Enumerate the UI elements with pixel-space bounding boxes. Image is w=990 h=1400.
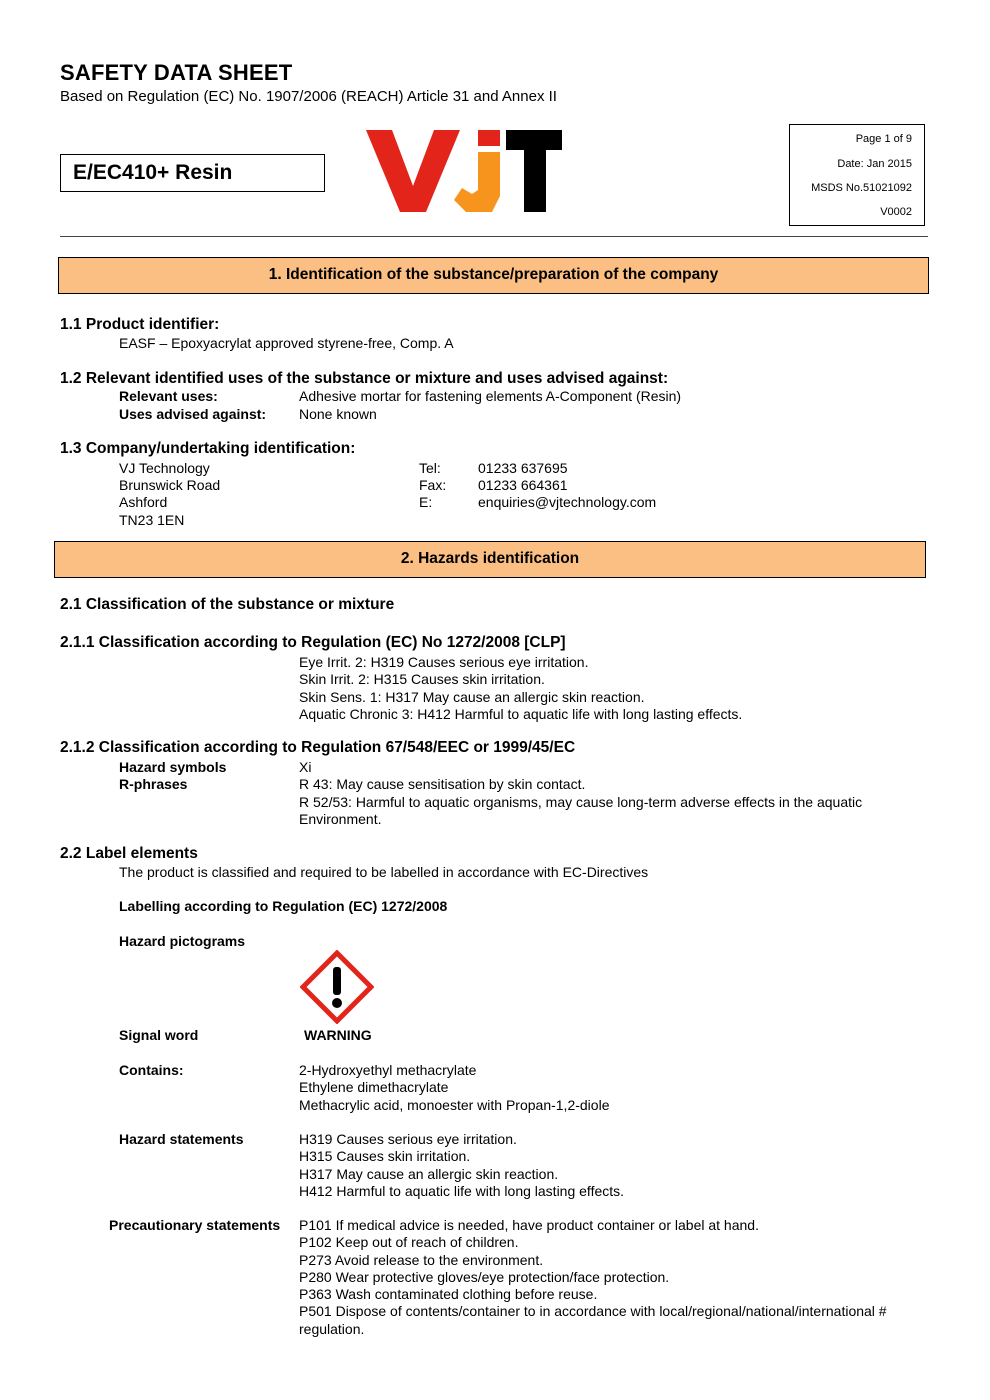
document-info-box [789,124,925,226]
r-phrase-line: R 52/53: Harmful to aquatic organisms, may cause long-term adverse effects in the aquatic [299,794,863,810]
address-line: Ashford [119,494,168,510]
section-1-3-title: 1.3 Company/undertaking identification: [60,440,356,457]
signal-word-label: Signal word [119,1027,199,1043]
r-phrases-label: R-phrases [119,776,188,792]
r-phrase-line: Environment. [299,811,382,827]
vjt-logo-icon [366,128,562,214]
section-2-2-title: 2.2 Label elements [60,845,198,862]
address-line: TN23 1EN [119,512,185,528]
precautionary-statement: regulation. [299,1321,365,1337]
hazard-statements-label: Hazard statements [119,1131,244,1147]
relevant-uses-label: Relevant uses: [119,388,218,404]
relevant-uses-value: Adhesive mortar for fastening elements A-Component (Resin) [299,388,682,404]
hazard-statement: H315 Causes skin irritation. [299,1148,471,1164]
fax-label: Fax: [419,477,447,493]
product-identifier-value: EASF – Epoxyacrylat approved styrene-free, Comp. A [119,335,454,351]
signal-word-value: WARNING [304,1027,372,1043]
precautionary-statement: P363 Wash contaminated clothing before reuse. [299,1286,598,1302]
precautionary-statement: P280 Wear protective gloves/eye protection/face protection. [299,1269,670,1285]
precautionary-statement: P101 If medical advice is needed, have product container or label at hand. [299,1217,759,1233]
section-1-2-title: 1.2 Relevant identified uses of the substance or mixture and uses advised against: [60,370,669,387]
address-line: Brunswick Road [119,477,221,493]
section-1-heading: 1. Identification of the substance/preparation of the company [58,257,929,294]
hazard-statement: H412 Harmful to aquatic life with long lasting effects. [299,1183,625,1199]
section-2-1-2-title: 2.1.2 Classification according to Regulation 67/548/EEC or 1999/45/EC [60,739,576,756]
clp-classification-line: Eye Irrit. 2: H319 Causes serious eye irritation. [299,654,589,670]
tel-value: 01233 637695 [478,460,568,476]
product-name-box [60,154,325,192]
precautionary-statements-label: Precautionary statements [109,1217,281,1233]
header-divider [60,236,928,237]
email-label: E: [419,494,433,510]
contains-item: Methacrylic acid, monoester with Propan-1,2-diole [299,1097,610,1113]
clp-classification-line: Skin Irrit. 2: H315 Causes skin irritation. [299,671,545,687]
hazard-statement: H319 Causes serious eye irritation. [299,1131,517,1147]
section-2-1-title: 2.1 Classification of the substance or mixture [60,596,395,613]
hazard-pictograms-label: Hazard pictograms [119,933,246,949]
clp-classification-line: Skin Sens. 1: H317 May cause an allergic skin reaction. [299,689,645,705]
contains-item: 2-Hydroxyethyl methacrylate [299,1062,477,1078]
document-version: V0002 [880,206,912,218]
section-1-1-title: 1.1 Product identifier: [60,316,220,333]
document-title: SAFETY DATA SHEET [60,60,293,85]
tel-label: Tel: [419,460,441,476]
document-subtitle: Based on Regulation (EC) No. 1907/2006 (REACH) Article 31 and Annex II [60,88,557,105]
page-number: Page 1 of 9 [855,133,912,145]
labelling-regulation: Labelling according to Regulation (EC) 1272/2008 [119,898,448,914]
uses-advised-against-label: Uses advised against: [119,406,267,422]
r-phrase-line: R 43: May cause sensitisation by skin contact. [299,776,586,792]
contains-label: Contains: [119,1062,184,1078]
exclamation-mark-pictogram-icon [300,950,374,1029]
label-elements-intro: The product is classified and required to be labelled in accordance with EC-Directives [119,864,649,880]
document-date: Date: Jan 2015 [837,158,912,170]
hazard-symbols-value: Xi [299,759,312,775]
msds-number: MSDS No.51021092 [811,182,912,194]
contains-item: Ethylene dimethacrylate [299,1079,449,1095]
clp-classification-line: Aquatic Chronic 3: H412 Harmful to aquatic life with long lasting effects. [299,706,743,722]
uses-advised-against-value: None known [299,406,377,422]
precautionary-statement: P102 Keep out of reach of children. [299,1234,519,1250]
hazard-symbols-label: Hazard symbols [119,759,227,775]
section-2-heading: 2. Hazards identification [54,541,926,578]
fax-value: 01233 664361 [478,477,568,493]
email-value: enquiries@vjtechnology.com [478,494,657,510]
precautionary-statement: P273 Avoid release to the environment. [299,1252,544,1268]
vjt-logo [366,128,562,219]
hazard-statement: H317 May cause an allergic skin reaction. [299,1166,559,1182]
product-name: E/EC410+ Resin [73,161,233,184]
address-line: VJ Technology [119,460,210,476]
precautionary-statement: P501 Dispose of contents/container to in accordance with local/regional/national/international # [299,1303,887,1319]
section-2-1-1-title: 2.1.1 Classification according to Regulation (EC) No 1272/2008 [CLP] [60,634,566,651]
